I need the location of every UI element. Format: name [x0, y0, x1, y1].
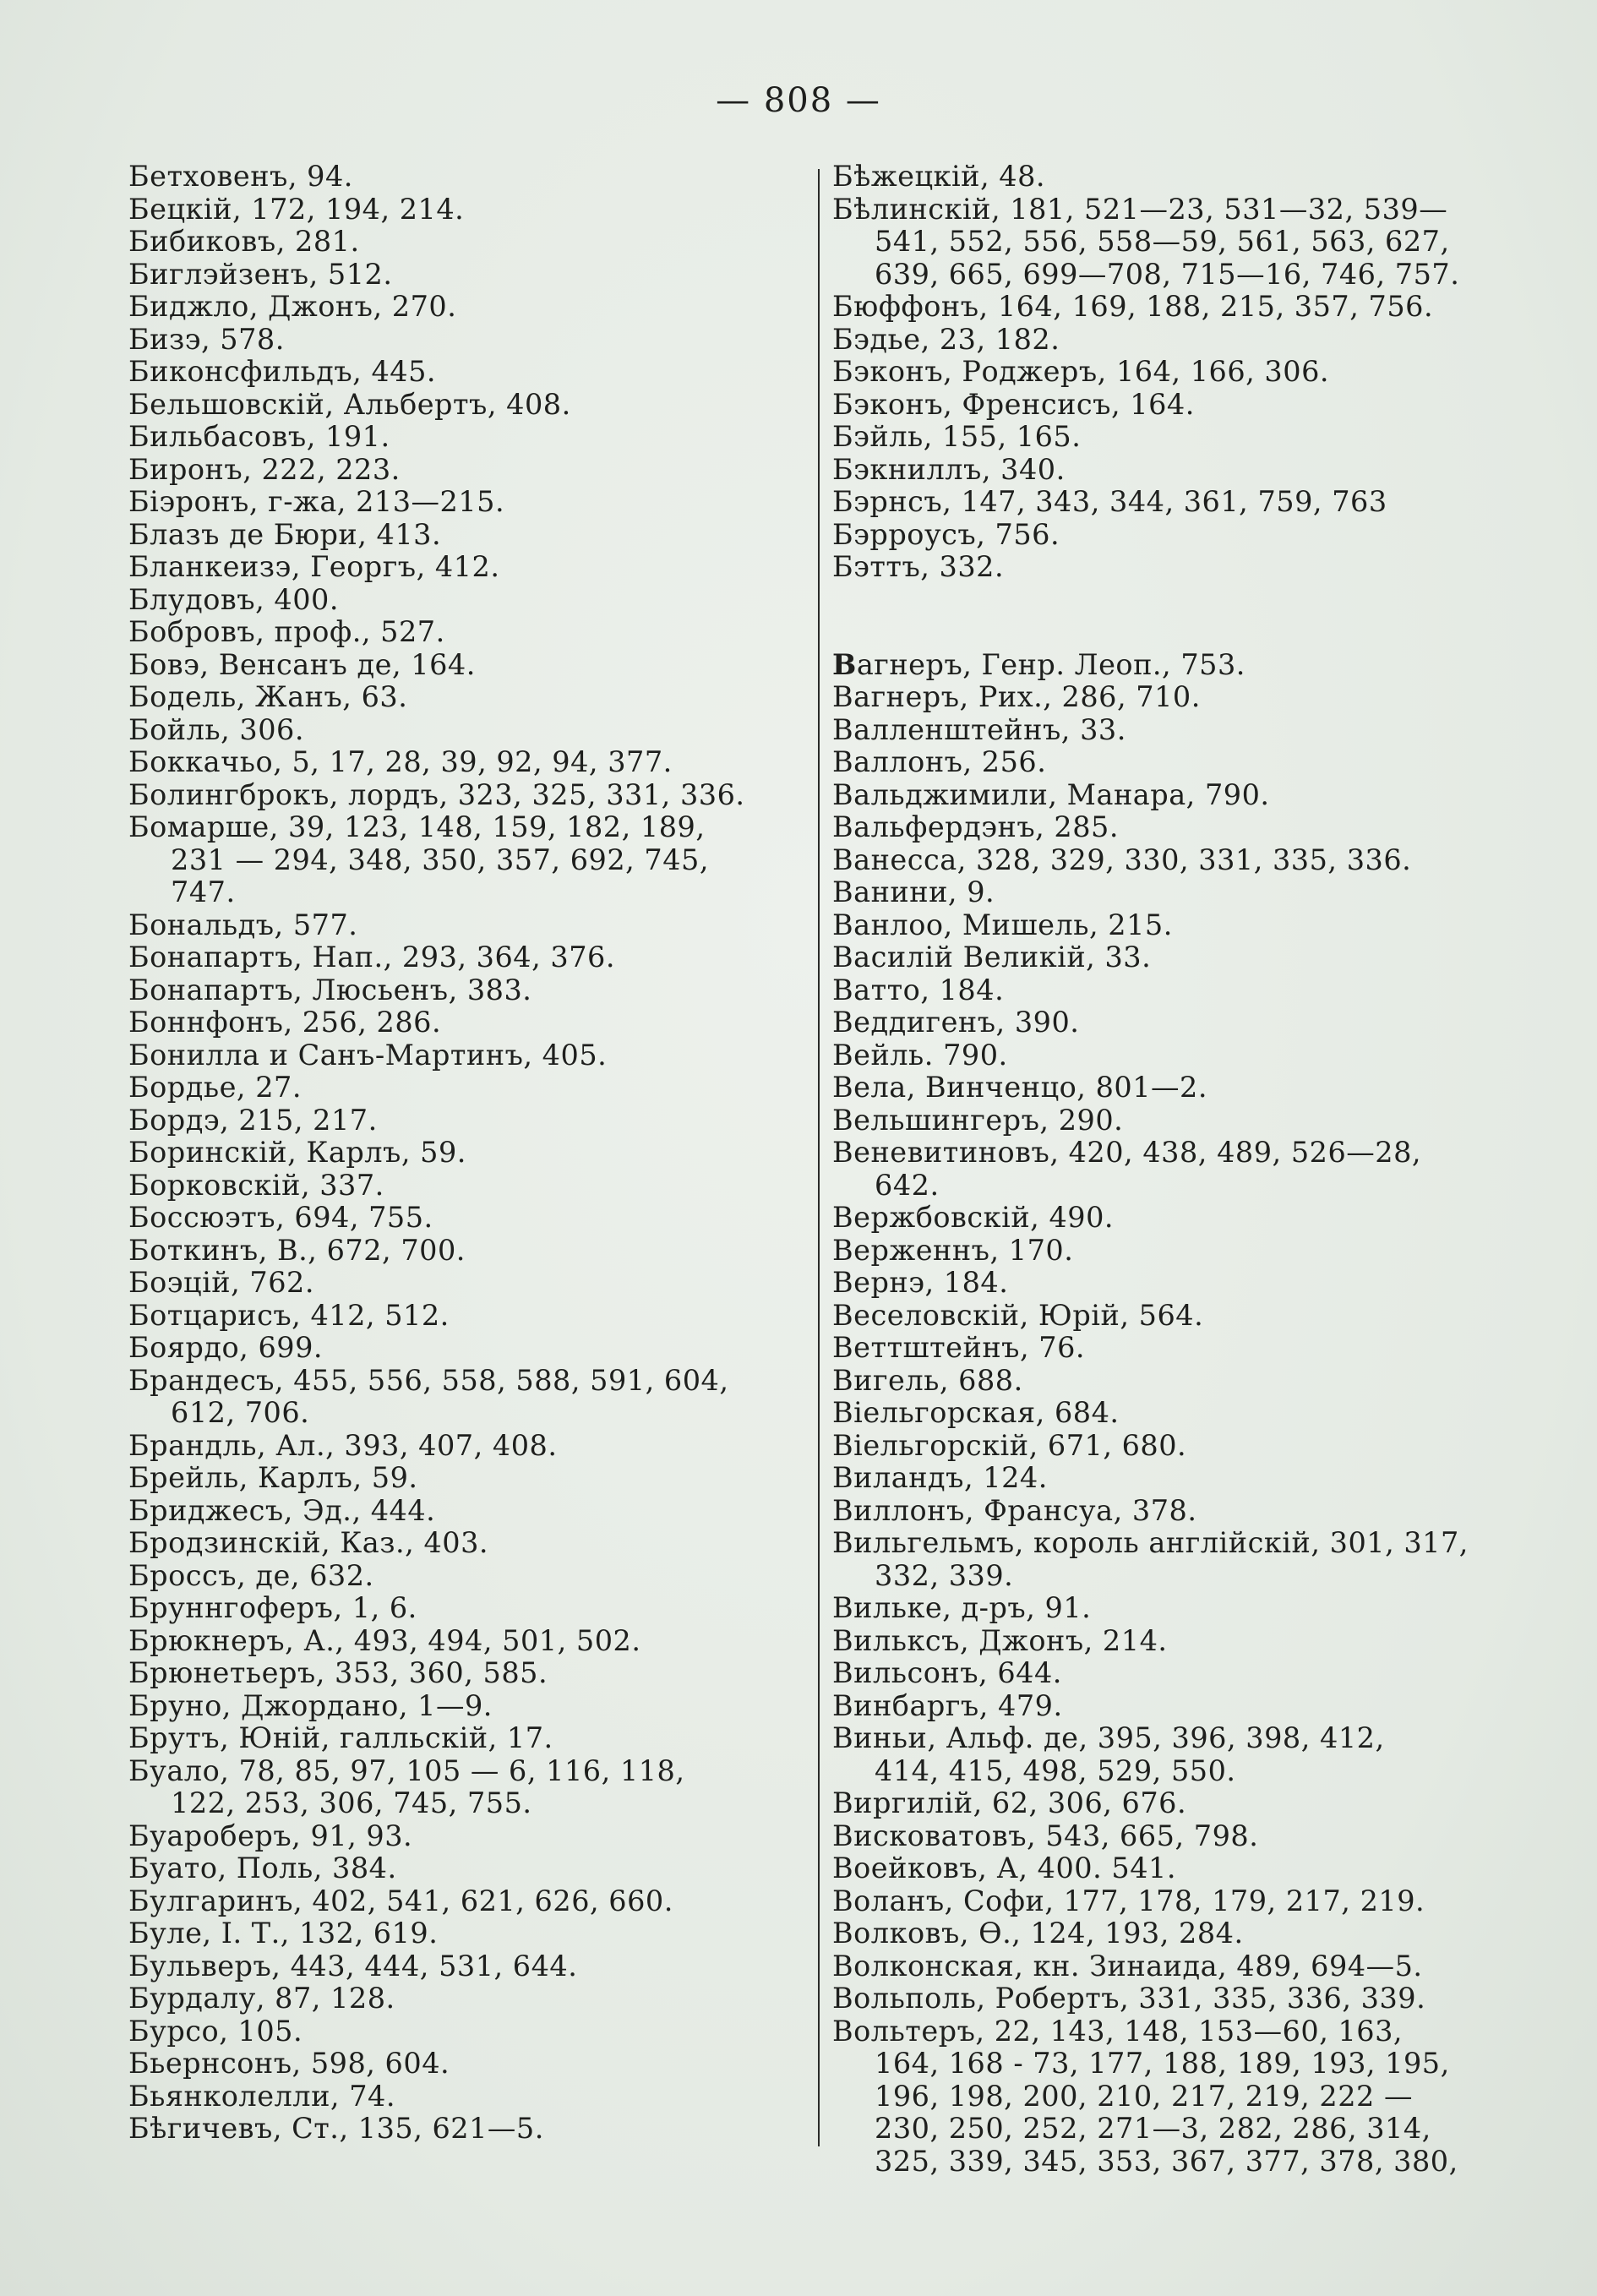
- index-entry: [832, 291, 1491, 324]
- index-entry: [128, 2113, 796, 2146]
- index-entry-text: Биглэйзенъ, 512.: [128, 257, 393, 291]
- index-entry: [128, 259, 796, 292]
- index-entry: [128, 1495, 796, 1528]
- index-entry-continuation: 612, 706.: [171, 1396, 310, 1429]
- index-entry-text: Булгаринъ, 402, 541, 621, 626, 660.: [128, 1884, 673, 1917]
- index-entry-text: Бонапартъ, Люсьенъ, 383.: [128, 973, 532, 1006]
- index-entry-text: Боэцій, 762.: [128, 1266, 315, 1299]
- index-entry-text: Боккачьо, 5, 17, 28, 39, 92, 94, 377.: [128, 745, 673, 778]
- index-entry: [128, 1657, 796, 1690]
- index-entry: [832, 1592, 1491, 1625]
- index-entry-text: Буле, І. Т., 132, 619.: [128, 1917, 439, 1950]
- index-entry: [128, 616, 796, 649]
- index-entry: [832, 161, 1491, 194]
- index-entry: [832, 1722, 1491, 1787]
- index-entry-text: Волковъ, Ѳ., 124, 193, 284.: [832, 1917, 1244, 1950]
- index-entry: [832, 389, 1491, 422]
- index-entry-text: Виньи, Альф. де, 395, 396, 398, 412,: [832, 1721, 1385, 1754]
- index-entry: [128, 551, 796, 584]
- index-entry-text: Воланъ, Софи, 177, 178, 179, 217, 219.: [832, 1884, 1425, 1917]
- page-number: — 808 —: [716, 81, 881, 120]
- index-entry: [832, 941, 1491, 974]
- index-entry-text: Ватто, 184.: [832, 973, 1005, 1006]
- index-entry-text: Буало, 78, 85, 97, 105 — 6, 116, 118,: [128, 1753, 685, 1787]
- index-entry: [128, 161, 796, 194]
- index-entry: [832, 1267, 1491, 1300]
- index-entry-text: Бланкеизэ, Георгъ, 412.: [128, 550, 500, 583]
- index-entry: [128, 1690, 796, 1723]
- index-entry: [128, 2048, 796, 2081]
- index-entry-text: Борковскій, 337.: [128, 1168, 384, 1202]
- index-entry-text: Вильгельмъ, король англійскій, 301, 317,: [832, 1526, 1469, 1559]
- index-entry-text: Бьянколелли, 74.: [128, 2079, 395, 2113]
- index-entry-text: Бордэ, 215, 217.: [128, 1103, 378, 1137]
- index-entry-text: Болингброкъ, лордъ, 323, 325, 331, 336.: [128, 777, 745, 811]
- index-entry: [128, 1820, 796, 1853]
- index-entry: [832, 649, 1491, 682]
- index-entry: [128, 1917, 796, 1950]
- index-entry-continuation: 230, 250, 252, 271—3, 282, 286, 314,: [875, 2112, 1431, 2145]
- index-entry-text: Бэкниллъ, 340.: [832, 452, 1066, 486]
- index-entry-text: Буато, Поль, 384.: [128, 1852, 397, 1884]
- index-entry: [832, 1365, 1491, 1398]
- index-entry: [128, 1950, 796, 1983]
- index-entry: [128, 1755, 796, 1820]
- index-entry: [128, 486, 796, 519]
- index-entry-text: Боткинъ, В., 672, 700.: [128, 1233, 466, 1267]
- index-entry-text: Василій Великій, 33.: [832, 941, 1152, 973]
- index-entry: [832, 746, 1491, 779]
- index-entry: [832, 519, 1491, 552]
- index-entry: [128, 1104, 796, 1137]
- index-entry-continuation: 122, 253, 306, 745, 755.: [171, 1786, 532, 1819]
- index-entry-text: Вальджимили, Манара, 790.: [832, 777, 1270, 811]
- index-entry-text: Бобровъ, проф., 527.: [128, 615, 445, 648]
- index-entry-text: Виллонъ, Франсуа, 378.: [832, 1493, 1197, 1527]
- index-entry: [832, 811, 1491, 844]
- index-entry-text: Бональдъ, 577.: [128, 908, 358, 941]
- index-entry: [832, 1820, 1491, 1853]
- index-entry: [128, 1365, 796, 1430]
- index-entry: [832, 1462, 1491, 1495]
- index-entry-text: Брандль, Ал., 393, 407, 408.: [128, 1428, 558, 1462]
- index-entry-text: Вольтеръ, 22, 143, 148, 153—60, 163,: [832, 2014, 1404, 2048]
- index-entry: [832, 1495, 1491, 1528]
- index-entry-text: Вагнеръ, Рих., 286, 710.: [832, 680, 1201, 713]
- index-entry: [832, 324, 1491, 357]
- index-entry-text: Веселовскій, Юрій, 564.: [832, 1298, 1204, 1332]
- index-entry-text: Веневитиновъ, 420, 438, 489, 526—28,: [832, 1136, 1422, 1169]
- index-entry: [128, 1072, 796, 1104]
- index-section-b: [832, 161, 1491, 584]
- index-entry-text: Бэконъ, Роджеръ, 164, 166, 306.: [832, 355, 1330, 388]
- index-entry-text: Віельгорскій, 671, 680.: [832, 1428, 1187, 1462]
- index-entry-text: Брюкнеръ, А., 493, 494, 501, 502.: [128, 1623, 641, 1657]
- index-entry-text: Бродзинскій, Каз., 403.: [128, 1526, 489, 1559]
- index-entry-continuation: 325, 339, 345, 353, 367, 377, 378, 380,: [875, 2144, 1458, 2178]
- index-entry: [832, 2015, 1491, 2179]
- index-entry: [832, 1397, 1491, 1430]
- index-entry: [128, 1722, 796, 1755]
- index-entry-text: Вигель, 688.: [832, 1363, 1023, 1397]
- index-entry-text: Бѣлинскій, 181, 521—23, 531—32, 539—: [832, 192, 1448, 226]
- index-entry-continuation: 164, 168 - 73, 177, 188, 189, 193, 195,: [875, 2047, 1450, 2080]
- index-column-left: [128, 161, 796, 2146]
- index-entry-text: Ванини, 9.: [832, 875, 995, 908]
- index-entry-text: Ванесса, 328, 329, 330, 331, 335, 336.: [832, 843, 1412, 876]
- index-entry: [128, 1170, 796, 1203]
- index-entry-text: Бюффонъ, 164, 169, 188, 215, 357, 756.: [832, 290, 1434, 323]
- section-initial: В: [832, 647, 857, 681]
- index-entry-continuation: 332, 339.: [875, 1558, 1014, 1592]
- index-entry: [128, 1332, 796, 1365]
- index-entry: [128, 1462, 796, 1495]
- index-entry-text: Біэронъ, г-жа, 213—215.: [128, 485, 505, 518]
- index-entry: [832, 1332, 1491, 1365]
- index-entry-text: Висковатовъ, 543, 665, 798.: [832, 1819, 1259, 1852]
- index-entry-text: Броссъ, де, 632.: [128, 1558, 374, 1592]
- index-entry: [128, 1527, 796, 1560]
- index-entry-text: Бруннгоферъ, 1, 6.: [128, 1591, 417, 1624]
- index-entry-continuation: 414, 415, 498, 529, 550.: [875, 1753, 1236, 1787]
- index-entry: [832, 1430, 1491, 1463]
- index-entry-text: Валлонъ, 256.: [832, 745, 1047, 778]
- index-entry-text: Вела, Винченцо, 801—2.: [832, 1071, 1207, 1104]
- index-entry-text: Боннфонъ, 256, 286.: [128, 1006, 442, 1039]
- index-entry: [832, 1104, 1491, 1137]
- index-entry-text: Бодель, Жанъ, 63.: [128, 680, 408, 713]
- index-entry: [128, 356, 796, 389]
- index-entry: [128, 714, 796, 747]
- index-entry-text: Бриджесъ, Эд., 444.: [128, 1493, 436, 1527]
- index-entry: [128, 1006, 796, 1039]
- index-entry: [128, 1039, 796, 1072]
- index-entry: [128, 1137, 796, 1170]
- index-entry-text: Бэйль, 155, 165.: [832, 420, 1082, 453]
- index-entry: [128, 649, 796, 682]
- index-entry-text: Вернэ, 184.: [832, 1266, 1009, 1299]
- index-entry-text: Бульверъ, 443, 444, 531, 644.: [128, 1949, 578, 1982]
- index-entry: [128, 194, 796, 226]
- index-entry-text: Бизэ, 578.: [128, 322, 285, 356]
- index-entry-text: Биджло, Джонъ, 270.: [128, 290, 457, 323]
- index-entry-text: Вержбовскій, 490.: [832, 1201, 1115, 1234]
- index-entry: [128, 226, 796, 259]
- index-entry-text: Бэконъ, Френсисъ, 164.: [832, 387, 1195, 421]
- index-section-v: [832, 681, 1491, 2178]
- index-entry-text: Буароберъ, 91, 93.: [128, 1819, 413, 1852]
- index-entry-text: Боссюэтъ, 694, 755.: [128, 1201, 433, 1234]
- index-entry: [128, 454, 796, 487]
- index-entry: [832, 1917, 1491, 1950]
- index-entry: [832, 1527, 1491, 1592]
- index-entry-text: Биконсфильдъ, 445.: [128, 355, 437, 388]
- index-entry-text: Бурсо, 105.: [128, 2014, 303, 2048]
- index-entry: [128, 1560, 796, 1593]
- index-entry-text: Веддигенъ, 390.: [832, 1006, 1080, 1039]
- index-entry-text: Вильсонъ, 644.: [832, 1656, 1062, 1689]
- index-entry-text: Боринскій, Карлъ, 59.: [128, 1136, 466, 1169]
- index-entry: [832, 454, 1491, 487]
- index-entry-continuation: 196, 198, 200, 210, 217, 219, 222 —: [875, 2079, 1414, 2113]
- index-entry-text: Бѣгичевъ, Ст., 135, 621—5.: [128, 2112, 544, 2145]
- index-column-right: [832, 161, 1491, 2178]
- index-entry-text: Брейль, Карлъ, 59.: [128, 1461, 418, 1494]
- index-entry: [128, 746, 796, 779]
- index-entry-text: Бьернсонъ, 598, 604.: [128, 2047, 450, 2080]
- index-entry-text: Бовэ, Венсанъ де, 164.: [128, 647, 476, 681]
- index-entry-text: Веттштейнъ, 76.: [832, 1331, 1086, 1364]
- index-entry-text: Бельшовскій, Альбертъ, 408.: [128, 387, 571, 421]
- index-entry: [128, 681, 796, 714]
- index-entry: [128, 324, 796, 357]
- index-entry-text: Бэрнсъ, 147, 343, 344, 361, 759, 763: [832, 485, 1387, 518]
- column-divider: [818, 169, 820, 2146]
- index-entry: [832, 356, 1491, 389]
- index-entry-text: Бойль, 306.: [128, 712, 305, 746]
- index-entry: [832, 681, 1491, 714]
- index-entry-text: Бонилла и Санъ-Мартинъ, 405.: [128, 1038, 608, 1072]
- index-entry: [832, 909, 1491, 942]
- index-entry: [832, 1235, 1491, 1268]
- index-entry: [832, 1625, 1491, 1658]
- index-entry: [832, 1300, 1491, 1333]
- index-entry-text: Вольполь, Робертъ, 331, 335, 336, 339.: [832, 1982, 1426, 2015]
- index-entry: [128, 2015, 796, 2048]
- index-entry: [832, 551, 1491, 584]
- index-entry-text: Бѣжецкій, 48.: [832, 160, 1046, 193]
- index-entry: [128, 1625, 796, 1658]
- index-entry-text: Ванлоо, Мишель, 215.: [832, 908, 1173, 941]
- index-entry-text: Бетховенъ, 94.: [128, 160, 353, 193]
- index-entry: [832, 486, 1491, 519]
- index-entry-text: Брутъ, Юній, галльскій, 17.: [128, 1721, 553, 1754]
- index-entry: [832, 1006, 1491, 1039]
- index-entry: [832, 1852, 1491, 1885]
- index-entry: [128, 291, 796, 324]
- index-entry-continuation: 642.: [875, 1168, 940, 1202]
- index-entry-text: Віельгорская, 684.: [832, 1396, 1120, 1429]
- index-entry: [128, 1267, 796, 1300]
- index-entry: [832, 1039, 1491, 1072]
- index-entry: [128, 389, 796, 422]
- index-entry: [832, 421, 1491, 454]
- index-entry-text: Боярдо, 699.: [128, 1331, 324, 1364]
- index-entry: [128, 1852, 796, 1885]
- index-entry: [128, 519, 796, 552]
- index-entry: [832, 1982, 1491, 2015]
- index-entry-continuation: 231 — 294, 348, 350, 357, 692, 745,: [171, 843, 710, 876]
- index-entry: [832, 844, 1491, 877]
- index-entry: [832, 1202, 1491, 1235]
- index-entry-text: Бэдье, 23, 182.: [832, 322, 1060, 356]
- index-entry: [832, 1137, 1491, 1202]
- index-entry: [832, 779, 1491, 812]
- index-entry: [832, 714, 1491, 747]
- index-entry-text: Виландъ, 124.: [832, 1461, 1048, 1494]
- index-entry-text: Блазъ де Бюри, 413.: [128, 517, 442, 551]
- index-entry: [128, 811, 796, 909]
- index-entry: [128, 2081, 796, 2113]
- index-entry-text: Блудовъ, 400.: [128, 582, 339, 616]
- index-entry-text: Виргилій, 62, 306, 676.: [832, 1786, 1187, 1819]
- index-entry: [832, 876, 1491, 909]
- index-entry: [128, 941, 796, 974]
- index-entry: [128, 909, 796, 942]
- index-entry: [128, 974, 796, 1007]
- index-entry-text: Волконская, кн. Зинаида, 489, 694—5.: [832, 1949, 1423, 1982]
- index-entry-continuation: 747.: [171, 875, 236, 908]
- index-entry: [832, 1657, 1491, 1690]
- index-entry-text: агнеръ, Генр. Леоп., 753.: [856, 647, 1245, 681]
- index-entry-text: Бонапартъ, Нап., 293, 364, 376.: [128, 941, 616, 973]
- index-entry: [128, 584, 796, 617]
- index-entry: [128, 1202, 796, 1235]
- index-entry: [128, 1430, 796, 1463]
- index-entry-text: Воейковъ, А, 400. 541.: [832, 1852, 1177, 1884]
- index-entry-text: Бруно, Джордано, 1—9.: [128, 1688, 493, 1722]
- index-entry-text: Вальфердэнъ, 285.: [832, 810, 1120, 843]
- index-entry: [832, 1787, 1491, 1820]
- section-gap: [832, 584, 1491, 649]
- index-entry: [128, 1592, 796, 1625]
- index-entry: [128, 779, 796, 812]
- index-entry-text: Валленштейнъ, 33.: [832, 712, 1126, 746]
- index-entry: [128, 1885, 796, 1918]
- index-entry-text: Бибиковъ, 281.: [128, 225, 360, 258]
- index-entry-text: Бэттъ, 332.: [832, 550, 1005, 583]
- index-entry: [832, 974, 1491, 1007]
- index-entry: [832, 1072, 1491, 1104]
- index-entry-text: Бецкій, 172, 194, 214.: [128, 192, 465, 226]
- index-entry-text: Вельшингеръ, 290.: [832, 1103, 1124, 1137]
- index-entry-text: Верженнъ, 170.: [832, 1233, 1074, 1267]
- index-entry: [128, 1982, 796, 2015]
- index-entry-text: Бэрроусъ, 756.: [832, 517, 1060, 551]
- index-entry-text: Бомарше, 39, 123, 148, 159, 182, 189,: [128, 810, 706, 843]
- index-entry-text: Винбаргъ, 479.: [832, 1688, 1063, 1722]
- index-entry: [832, 194, 1491, 292]
- index-entry-text: Биронъ, 222, 223.: [128, 452, 401, 486]
- index-entry-text: Ботцарисъ, 412, 512.: [128, 1298, 450, 1332]
- index-entry: [832, 1690, 1491, 1723]
- index-entry-text: Бурдалу, 87, 128.: [128, 1982, 395, 2015]
- index-entry-text: Вильке, д-ръ, 91.: [832, 1591, 1092, 1624]
- index-entry-text: Бильбасовъ, 191.: [128, 420, 390, 453]
- index-entry-text: Вейль. 790.: [832, 1038, 1008, 1072]
- index-entry-text: Вильксъ, Джонъ, 214.: [832, 1623, 1168, 1657]
- index-entry: [128, 421, 796, 454]
- index-entry-text: Брюнетьеръ, 353, 360, 585.: [128, 1656, 548, 1689]
- index-entry: [832, 1885, 1491, 1918]
- index-entry: [128, 1300, 796, 1333]
- index-entry: [832, 1950, 1491, 1983]
- index-entry-continuation: 639, 665, 699—708, 715—16, 746, 757.: [875, 257, 1460, 291]
- index-entry: [128, 1235, 796, 1268]
- index-entry-text: Бордье, 27.: [128, 1071, 302, 1104]
- index-entry-continuation: 541, 552, 556, 558—59, 561, 563, 627,: [875, 225, 1450, 258]
- index-entry-text: Брандесъ, 455, 556, 558, 588, 591, 604,: [128, 1363, 729, 1397]
